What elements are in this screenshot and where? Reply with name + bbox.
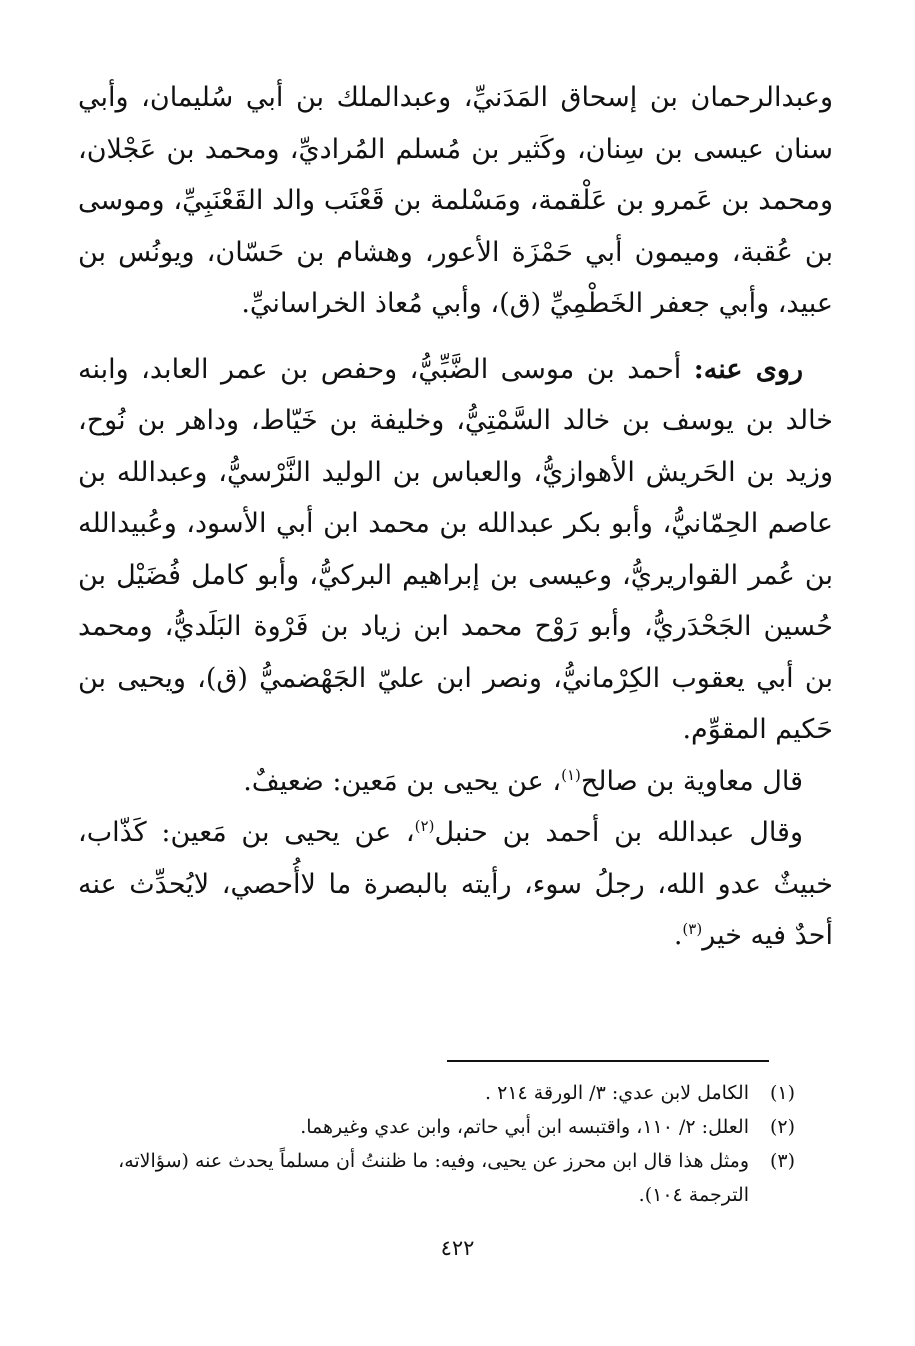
quote-2-text: ، عن يحيى بن مَعين: كَذّاب، خبيثٌ عدو الله، رجلُ سوء، رأيته بالبصرة ما لاأُحصي، لايُحدِّث عنه أحدٌ فيه خير [78,817,833,951]
footnote-text: الكامل لابن عدي: ٣/ الورقة ٢١٤ . [485,1082,749,1104]
footnote-1 [90,1076,795,1110]
footnote-text: ومثل هذا قال ابن محرز عن يحيى، وفيه: ما ظننتُ أن مسلماً يحدث عنه (سؤالاته، الترجمة ١٠٤). [118,1150,749,1206]
page-number: ٤٢٢ [440,1236,475,1260]
quote-2-start: وقال عبدالله بن أحمد بن حنبل [434,817,803,848]
footnote-ref-3[interactable]: (٣) [682,920,703,938]
quote-1-start: قال معاوية بن صالح [580,765,803,797]
page-body [78,72,833,962]
footnote-ref-2[interactable]: (٢) [414,817,435,835]
footnote-divider [447,1060,769,1062]
paragraph-quote-1 [78,756,833,808]
students-list: أحمد بن موسى الضَّبِّيُّ، وحفص بن عمر العابد، وابنه خالد بن يوسف بن خالد السَّمْتِيُّ، وخليفة بن خَيّاط، وداهر بن نُوح، وزيد بن الحَريش الأهوازيُّ، والعباس بن الوليد النَّرْسيُّ، وعبدالله بن عاصم الحِمّانيُّ، وأبو بكر عبدالله بن محمد ابن أبي الأسود، وعُبيدالله بن عُمر القواريريُّ، وعيسى بن إبراهيم البركيُّ، وأبو كامل فُضَيْل بن حُسين الجَحْدَريُّ، وأبو رَوْح محمد ابن زياد بن فَرْوة البَلَديُّ، ومحمد بن أبي يعقوب الكِرْمانيُّ، ونصر ابن عليّ الجَهْضميُّ (ق)، ويحيى بن حَكيم المقوِّم. [78,353,833,745]
footnote-3 [90,1144,795,1212]
footnote-text: العلل: ٢/ ١١٠، واقتبسه ابن أبي حاتم، وابن عدي وغيرهما. [300,1116,749,1138]
footnote-number: (٣) [769,1150,795,1172]
footnote-ref-1[interactable]: (١) [561,765,581,784]
paragraph-teachers: وعبدالرحمان بن إسحاق المَدَنيِّ، وعبدالملك بن أبي سُليمان، وأبي سنان عيسى بن سِنان، وكَثير بن مُسلم المُراديِّ، ومحمد بن عَجْلان، ومحمد بن عَمرو بن عَلْقمة، ومَسْلمة بن قَعْنَب والد القَعْنَبِيِّ، وموسى بن عُقبة، وميمون أبي حَمْزَة الأعور، وهشام بن حَسّان، ويونُس بن عبيد، وأبي جعفر الخَطْمِيِّ (ق)، وأبي مُعاذ الخراسانيِّ. [78,82,833,319]
footnote-number: (١) [769,1082,795,1104]
quote-1-end: ، عن يحيى بن مَعين: ضعيفٌ. [243,765,562,797]
footnote-number: (٢) [769,1116,795,1138]
footnote-2 [90,1110,795,1144]
students-lead: روى عنه: [693,353,803,385]
footnotes [90,1076,795,1212]
paragraph-quote-2 [78,807,833,962]
quote-2-end: . [673,920,683,951]
paragraph-students [78,344,833,756]
